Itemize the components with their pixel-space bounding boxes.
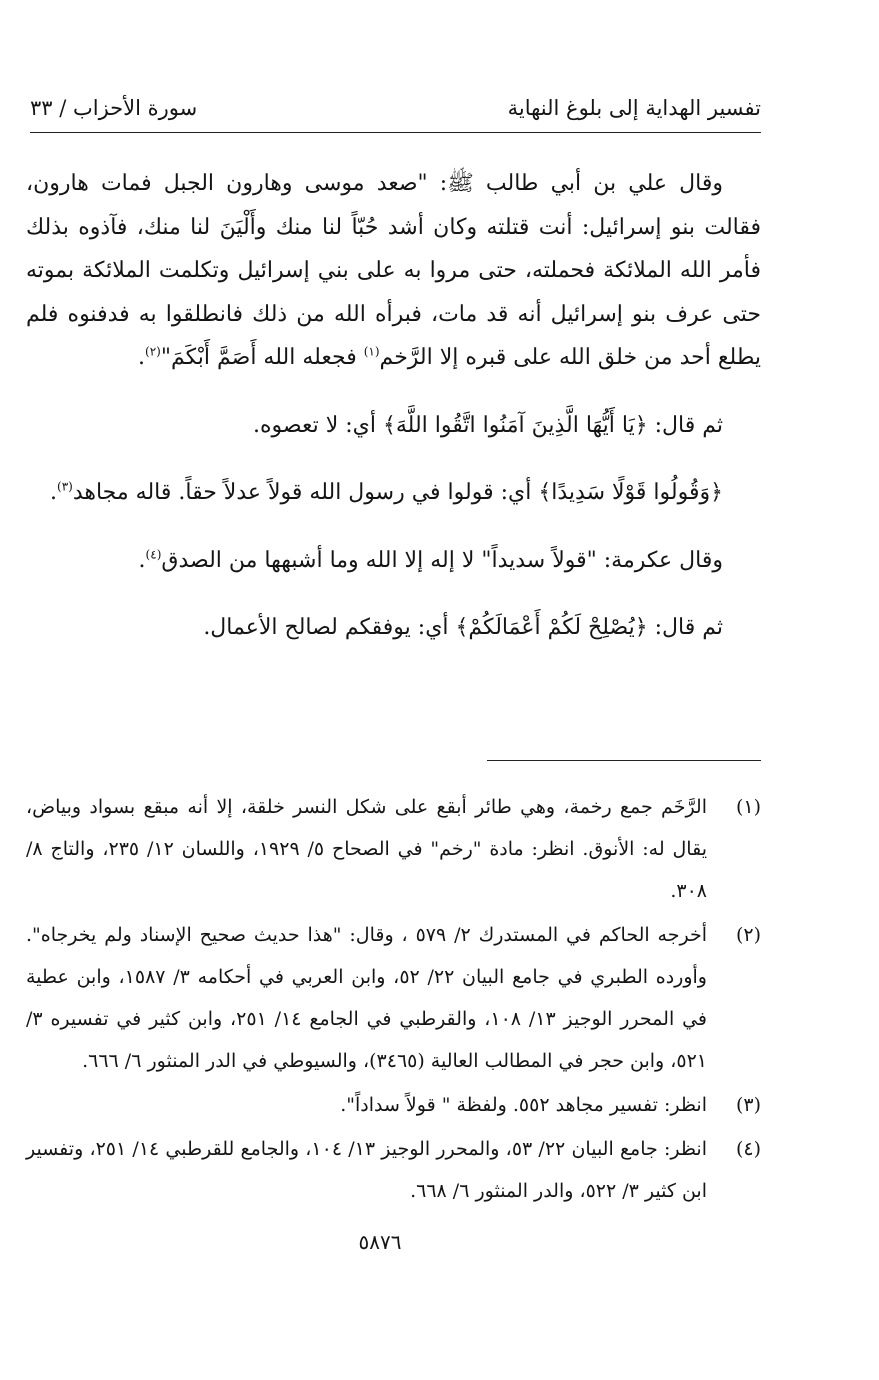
- book-title: تفسير الهداية إلى بلوغ النهاية: [507, 96, 761, 120]
- footnote-number: (٣): [735, 1094, 761, 1116]
- footnote-text: الرَّخَم جمع رخمة، وهي طائر أبقع على شكل النسر خلقة، إلا أنه مبقع بسواد وبياض، يقال له: الأنوق. انظر: مادة "رخم" في الصحاح ٥/ ١٩٢٩، واللسان ١٢/ ٢٣٥، والتاج ٨/ ٣٠٨.: [26, 796, 707, 902]
- footnote-2: [26, 914, 761, 1082]
- footnote-number: (٤): [735, 1138, 761, 1160]
- paragraph-verse-ittaqu: ثم قال: ﴿يَا أَيُّهَا الَّذِينَ آمَنُوا اتَّقُوا اللَّهَ﴾ أي: لا تعصوه.: [253, 412, 723, 438]
- footnote-number: (١): [735, 796, 761, 818]
- page-number: ٥٨٧٦: [358, 1230, 402, 1254]
- footnote-text: أخرجه الحاكم في المستدرك ٢/ ٥٧٩ ، وقال: "هذا حديث صحيح الإسناد ولم يخرجاه". وأورده الطبري في جامع البيان ٢٢/ ٥٢، وابن العربي في أحكامه ٣/ ١٥٨٧، وابن عطية في المحرر الوجيز ١٣/ ١٠٨، والقرطبي في الجامع ١٤/ ٢٥١، وابن كثير في تفسيره ٣/ ٥٢١، وابن حجر في المطالب العالية (٣٤٦٥)، والسيوطي في الدر المنثور ٦/ ٦٦٦.: [26, 924, 707, 1072]
- footnote-3: [26, 1084, 761, 1126]
- paragraph-ali-narration: وقال علي بن أبي طالب ﷺ: "صعد موسى وهارون الجبل فمات هارون، فقالت بنو إسرائيل: أنت قتلته وكان أشد حُبّاً لنا منك وأَلْيَنَ لنا منك، فآذوه بذلك فأمر الله الملائكة فحملته، حتى مروا به على بني إسرائيل وتكلمت الملائكة بموته حتى عرف بنو إسرائيل أنه قد مات، فبرأه الله من ذلك فانطلقوا به فدفنوه فلم يطلع أحد من خلق الله على قبره إلا الرَّخم$^{(١)}$ فجعله الله أَصَمَّ أَبْكَمَ"$^{(٢)}$.: [26, 171, 761, 370]
- footnotes: [26, 786, 761, 1214]
- footnote-separator: [487, 760, 761, 761]
- running-header: [30, 92, 761, 133]
- surah-name: سورة الأحزاب / ٣٣: [30, 96, 198, 120]
- paragraph-ikrima: وقال عكرمة: "قولاً سديداً" لا إله إلا الله وما أشبهها من الصدق$^{(٤)}$.: [138, 547, 723, 573]
- footnote-ref-2: (٢): [145, 344, 161, 359]
- footnote-ref-1: (١): [363, 344, 380, 359]
- footnote-1: [26, 786, 761, 912]
- footnote-text: انظر: جامع البيان ٢٢/ ٥٣، والمحرر الوجيز ١٣/ ١٠٤، والجامع للقرطبي ١٤/ ٢٥١، وتفسير ابن كثير ٣/ ٥٢٢، والدر المنثور ٦/ ٦٦٨.: [26, 1138, 707, 1202]
- paragraph-verse-qawlan: ﴿وَقُولُوا قَوْلًا سَدِيدًا﴾ أي: قولوا في رسول الله قولاً عدلاً حقاً. قاله مجاهد$^{(٣)}$.: [50, 479, 723, 505]
- paragraph-verse-yuslih: ثم قال: ﴿يُصْلِحْ لَكُمْ أَعْمَالَكُمْ﴾ أي: يوفقكم لصالح الأعمال.: [203, 615, 723, 640]
- footnote-number: (٢): [735, 924, 761, 946]
- main-text: [26, 162, 761, 650]
- footnote-text: انظر: تفسير مجاهد ٥٥٢. ولفظة " قولاً سداداً".: [340, 1094, 707, 1116]
- footnote-ref-3: (٣): [57, 479, 73, 494]
- footnote-ref-4: (٤): [145, 547, 162, 562]
- footnote-4: [26, 1128, 761, 1212]
